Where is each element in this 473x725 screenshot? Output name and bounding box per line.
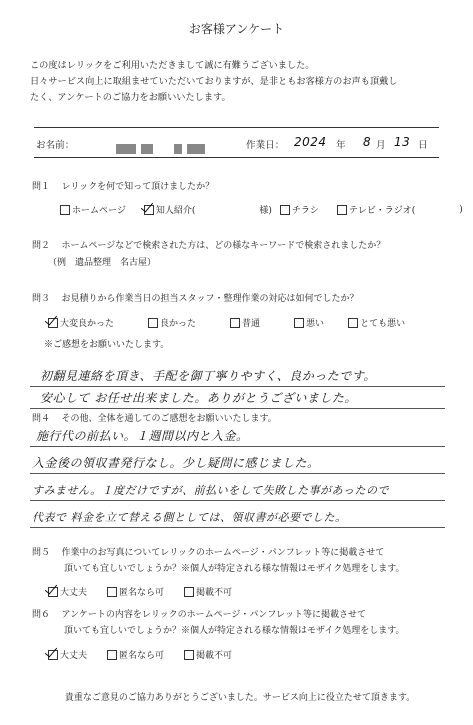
q3-note: ※ご感想をお願いいたします。	[44, 340, 170, 350]
date-label: 作業日：	[246, 140, 285, 151]
footer-thanks: 貴重なご意見のご協力ありがとうございました。サービス向上に役立たせて頂きます。	[64, 693, 416, 703]
q4-answer-line[interactable]: 施行代の前払い。１週間以内と入金。	[30, 424, 445, 447]
day-label: 日	[418, 140, 428, 151]
q5-option-anonymous[interactable]: 匿名なら可	[107, 585, 164, 598]
question-6	[32, 608, 452, 622]
q5-label: 問５	[32, 548, 51, 558]
q5-text-2: 頂いても宜しいでしょうか？※個人が特定される様な情報はモザイク処理をします。	[64, 564, 405, 574]
q1-label: 問１	[32, 182, 51, 192]
checkbox-checked[interactable]	[144, 205, 154, 215]
checkbox[interactable]	[337, 205, 347, 215]
q2-label: 問２	[32, 241, 51, 251]
month-label: 月	[376, 140, 386, 151]
checkbox[interactable]	[280, 205, 290, 215]
checkbox[interactable]	[148, 318, 158, 328]
question-5	[32, 546, 452, 560]
survey-title: お客様アンケート	[188, 22, 285, 36]
q5-option-no[interactable]: 掲載不可	[184, 585, 232, 598]
q3-option-good[interactable]: 良かった	[148, 316, 196, 329]
q6-text-1: アンケートの内容をレリックのホームページ・パンフレット等に掲載させて	[61, 610, 366, 620]
checkbox-checked[interactable]	[48, 587, 58, 597]
q1-tv-close: )	[459, 204, 463, 215]
intro-text	[30, 58, 450, 106]
q3-answer-line[interactable]: 安心して お任せ出来ました。ありがとうございました。	[30, 386, 445, 409]
q3-option-normal[interactable]: 普通	[230, 316, 260, 329]
q1-option-flyer[interactable]: チラシ	[280, 203, 319, 216]
q6-text-2: 頂いても宜しいでしょうか？※個人が特定される様な情報はモザイク処理をします。	[64, 626, 405, 636]
name-label: お名前：	[36, 140, 75, 151]
question-3	[32, 292, 452, 306]
q1-option-referral[interactable]: 知人紹介(	[144, 203, 196, 216]
q4-answer-line[interactable]: 代表で 料金を立て替える側としては、領収書が必要でした。	[30, 505, 445, 528]
header-bottom-rule	[34, 157, 439, 158]
q6-option-anonymous[interactable]: 匿名なら可	[107, 648, 164, 661]
q6-label: 問６	[32, 610, 51, 620]
q3-options	[48, 316, 419, 329]
q1-option-tv-radio[interactable]: テレビ・ラジオ(	[337, 203, 415, 216]
checkbox-checked[interactable]	[48, 318, 58, 328]
date-day: 13	[394, 135, 411, 149]
q5-option-ok[interactable]: 大丈夫	[48, 585, 87, 598]
checkbox[interactable]	[230, 318, 240, 328]
date-month: 8	[363, 135, 372, 149]
checkbox[interactable]	[294, 318, 304, 328]
q1-referral-close: 様)	[259, 206, 272, 216]
checkbox[interactable]	[184, 587, 194, 597]
header-top-rule	[34, 127, 439, 128]
intro-line: 日々サービス向上に取組ませていただいておりますが、是非ともお客様方のお声も頂戴し	[30, 76, 398, 87]
checkbox[interactable]	[107, 650, 117, 660]
q3-label: 問３	[32, 294, 51, 304]
q5-text-1: 作業中のお写真についてレリックのホームページ・パンフレット等に掲載させて	[61, 548, 385, 558]
question-1	[32, 180, 452, 194]
header-row	[36, 135, 441, 153]
q2-example: （例 遺品整理 名古屋）	[48, 258, 157, 268]
checkbox[interactable]	[348, 318, 358, 328]
q3-option-bad[interactable]: 悪い	[294, 316, 324, 329]
q3-text: お見積りから作業当日の担当スタッフ・整理作業の対応は如何でしたか？	[61, 294, 359, 304]
q4-label: 問４	[32, 414, 51, 424]
q1-options	[60, 203, 473, 216]
intro-line: たく、アンケートのご協力をお願いいたします。	[30, 92, 231, 103]
q6-option-ok[interactable]: 大丈夫	[48, 648, 87, 661]
q2-text: ホームページなどで検索された方は、どの様なキーワードで検索されましたか？	[61, 241, 386, 251]
name-redacted	[116, 138, 205, 157]
q3-answer-line[interactable]: 初翻見連絡を頂き、手配を御丁寧りやすく、良かったです。	[30, 364, 445, 387]
q4-text: その他、全体を通してのご感想をお願いいたします。	[61, 414, 277, 424]
q3-option-very-bad[interactable]: とても悪い	[348, 316, 405, 329]
q6-option-no[interactable]: 掲載不可	[184, 648, 232, 661]
q4-answer-line[interactable]: すみません。１度だけですが、前払いをして失敗した事があったので	[30, 478, 445, 501]
date-year: 2024	[294, 135, 327, 149]
q6-options	[48, 648, 246, 661]
checkbox-checked[interactable]	[48, 650, 58, 660]
intro-line: この度はレリックをご利用いただきまして誠に有難うございました。	[30, 60, 315, 71]
question-2	[32, 239, 452, 253]
checkbox[interactable]	[184, 650, 194, 660]
q1-text: レリックを何で知って頂けましたか？	[61, 182, 215, 192]
q3-option-very-good[interactable]: 大変良かった	[48, 316, 114, 329]
checkbox[interactable]	[60, 205, 70, 215]
q5-options	[48, 585, 246, 598]
q1-option-homepage[interactable]: ホームページ	[60, 203, 126, 216]
checkbox[interactable]	[107, 587, 117, 597]
year-label: 年	[336, 140, 346, 151]
q4-answer-line[interactable]: 入金後の領収書発行なし。少し疑問に感じました。	[30, 451, 445, 474]
